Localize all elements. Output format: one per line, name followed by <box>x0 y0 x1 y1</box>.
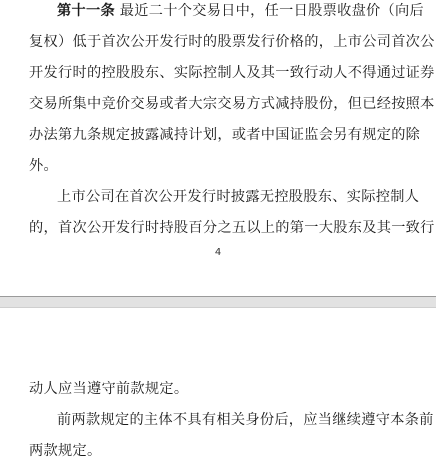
article-heading: 第十一条 <box>57 3 115 19</box>
paragraph-line: 上市公司在首次公开发行时披露无控股股东、实际控制人 <box>57 189 420 205</box>
paragraph-line: 动人应当遵守前款规定。 <box>29 381 189 397</box>
paragraph-line <box>29 2 425 20</box>
paragraph-line: 两款规定。 <box>29 443 102 459</box>
paragraph-text: 最近二十个交易日中，任一日股票收盘价（向后 <box>114 3 425 19</box>
paragraph-line: 复权）低于首次公开发行时的股票发行价格的，上市公司首次公 <box>29 34 435 50</box>
page-number: 4 <box>214 247 222 258</box>
paragraph-line: 的，首次公开发行时持股百分之五以上的第一大股东及其一致行 <box>29 220 435 236</box>
paragraph-line: 前两款规定的主体不具有相关身份后，应当继续遵守本条前 <box>57 412 434 428</box>
paragraph-line: 开发行时的控股股东、实际控制人及其一致行动人不得通过证券 <box>29 65 435 81</box>
paragraph-line: 交易所集中竞价交易或者大宗交易方式减持股份，但已经按照本 <box>29 96 435 112</box>
paragraph-line: 办法第九条规定披露减持计划，或者中国证监会另有规定的除 <box>29 127 421 143</box>
document-page-lower <box>0 308 436 462</box>
page-separator <box>0 296 436 308</box>
paragraph-line: 外。 <box>29 158 58 174</box>
